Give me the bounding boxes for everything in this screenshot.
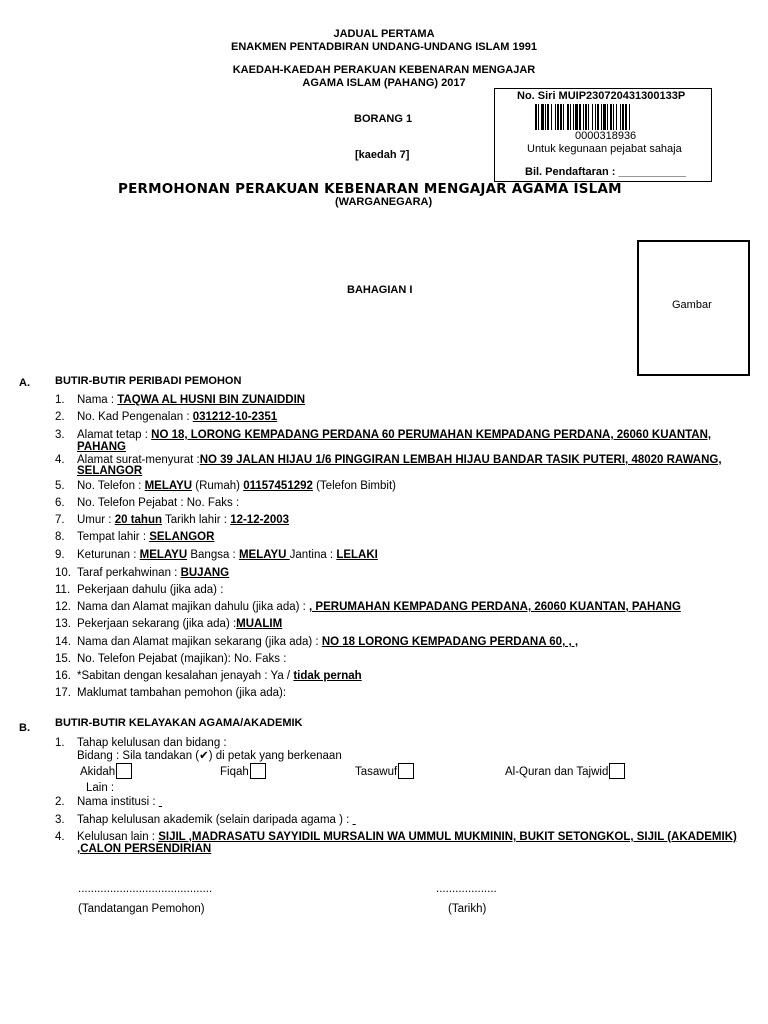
item-value bbox=[159, 796, 162, 808]
item-1-name bbox=[55, 394, 305, 407]
item-label: Nama dan Alamat majikan sekarang (jika ada) : bbox=[77, 636, 322, 648]
item-b3-academic bbox=[55, 814, 356, 827]
photo-box bbox=[637, 240, 750, 376]
item-number: 4. bbox=[55, 831, 65, 843]
item-label: Kelulusan lain : bbox=[77, 831, 159, 843]
item-label: Maklumat tambahan pemohon (jika ada): bbox=[77, 687, 287, 699]
item-value: NO 18 LORONG KEMPADANG PERDANA 60, , , bbox=[321, 636, 579, 648]
item-value: TAQWA AL HUSNI BIN ZUNAIDDIN bbox=[117, 394, 306, 406]
item-value: MUALIM bbox=[236, 618, 283, 630]
item-label: Alamat tetap : bbox=[77, 429, 152, 441]
item-label: Alamat surat-menyurat : bbox=[77, 454, 200, 466]
header-line-4: AGAMA ISLAM (PAHANG) 2017 bbox=[302, 77, 466, 89]
item-3-address-cont bbox=[77, 441, 126, 454]
item-number: 3. bbox=[55, 429, 65, 441]
field-fiqah[interactable] bbox=[220, 763, 266, 779]
item-value: MELAYU bbox=[139, 549, 188, 561]
item-number: 4. bbox=[55, 454, 65, 466]
kaedah-label: [kaedah 7] bbox=[355, 149, 410, 161]
item-number: 12. bbox=[55, 601, 71, 613]
item-label: Tahap kelulusan akademik (selain daripada agama ) : bbox=[77, 814, 353, 826]
item-12-prev-employer bbox=[55, 601, 681, 614]
item-14-current-employer bbox=[55, 636, 578, 649]
item-value: ,CALON PERSENDIRIAN bbox=[77, 843, 212, 855]
item-label: (Telefon Bimbit) bbox=[312, 480, 396, 492]
item-13-current-job bbox=[55, 618, 282, 631]
item-2-ic bbox=[55, 411, 277, 424]
barcode bbox=[535, 104, 675, 130]
field-akidah[interactable] bbox=[80, 763, 132, 779]
item-b4-cont bbox=[77, 843, 211, 856]
item-label: Taraf perkahwinan : bbox=[77, 567, 181, 579]
item-6-office-phone bbox=[55, 497, 239, 510]
date-line: ................... bbox=[436, 883, 497, 895]
item-b1-level bbox=[55, 737, 227, 750]
part-heading: BAHAGIAN I bbox=[347, 284, 413, 296]
field-tasawuf[interactable] bbox=[355, 763, 414, 779]
field-label: Tasawuf bbox=[355, 766, 398, 778]
item-label: Pekerjaan sekarang (jika ada) : bbox=[77, 618, 237, 630]
item-number: 9. bbox=[55, 549, 65, 561]
akidah-checkbox[interactable] bbox=[116, 763, 132, 779]
item-label: Umur : bbox=[77, 514, 115, 526]
serial-number: No. Siri MUIP230720431300133P bbox=[517, 90, 686, 102]
item-number: 15. bbox=[55, 653, 71, 665]
item-value bbox=[353, 814, 356, 826]
section-b-heading: BUTIR-BUTIR KELAYAKAN AGAMA/AKADEMIK bbox=[55, 717, 303, 729]
item-value: MELAYU bbox=[238, 549, 290, 561]
signature-line: .......................................... bbox=[78, 883, 213, 895]
item-number: 1. bbox=[55, 394, 65, 406]
item-number: 5. bbox=[55, 480, 65, 492]
header-line-1: JADUAL PERTAMA bbox=[333, 28, 435, 40]
borang-label: BORANG 1 bbox=[354, 113, 413, 125]
item-label: *Sabitan dengan kesalahan jenayah : Ya / bbox=[77, 670, 294, 682]
item-number: 7. bbox=[55, 514, 65, 526]
item-value: NO 39 JALAN HIJAU 1/6 PINGGIRAN LEMBAH HIJAU BANDAR TASIK PUTERI, 48020 RAWANG, bbox=[199, 454, 722, 466]
item-number: 1. bbox=[55, 737, 65, 749]
item-number: 6. bbox=[55, 497, 65, 509]
item-label: Nama institusi : bbox=[77, 796, 159, 808]
item-number: 14. bbox=[55, 636, 71, 648]
signature-label: (Tandatangan Pemohon) bbox=[78, 903, 205, 915]
field-quran[interactable] bbox=[505, 763, 625, 779]
item-value: SELANGOR bbox=[149, 531, 215, 543]
form-subtitle: (WARGANEGARA) bbox=[335, 196, 433, 208]
item-value: tidak pernah bbox=[293, 670, 362, 682]
item-number: 16. bbox=[55, 670, 71, 682]
item-value: SELANGOR bbox=[77, 465, 143, 477]
header-line-2: ENAKMEN PENTADBIRAN UNDANG-UNDANG ISLAM 1991 bbox=[231, 41, 537, 53]
item-label: No. Telefon Pejabat : No. Faks : bbox=[77, 497, 240, 509]
field-label: Fiqah bbox=[220, 766, 249, 778]
quran-checkbox[interactable] bbox=[609, 763, 625, 779]
item-label: Nama dan Alamat majikan dahulu (jika ada) : bbox=[77, 601, 310, 613]
item-5-phone bbox=[55, 480, 396, 493]
item-number: 10. bbox=[55, 567, 71, 579]
item-label: Bangsa : bbox=[187, 549, 239, 561]
registration-field: Bil. Pendaftaran : ___________ bbox=[525, 166, 686, 178]
item-label: Tarikh lahir : bbox=[162, 514, 231, 526]
item-label: No. Kad Pengenalan : bbox=[77, 411, 193, 423]
item-number: 2. bbox=[55, 796, 65, 808]
item-16-criminal bbox=[55, 670, 362, 683]
tasawuf-checkbox[interactable] bbox=[398, 763, 414, 779]
item-15-employer-phone bbox=[55, 653, 286, 666]
item-4-mailing-address bbox=[55, 454, 722, 467]
item-number: 13. bbox=[55, 618, 71, 630]
item-value: 031212-10-2351 bbox=[192, 411, 278, 423]
item-value: PAHANG bbox=[77, 441, 126, 453]
field-label: Al-Quran dan Tajwid bbox=[505, 766, 609, 778]
office-use-box bbox=[494, 88, 712, 182]
field-other: Lain : bbox=[86, 782, 115, 794]
item-value: 01157451292 bbox=[243, 480, 313, 492]
item-b2-institution bbox=[55, 796, 162, 809]
item-value: NO 18, LORONG KEMPADANG PERDANA 60 PERUMAHAN KEMPADANG PERDANA, 26060 KUANTAN, bbox=[151, 429, 712, 441]
item-number: 17. bbox=[55, 687, 71, 699]
item-label: Nama : bbox=[77, 394, 118, 406]
item-label: (Rumah) bbox=[192, 480, 244, 492]
item-11-prev-job bbox=[55, 584, 223, 597]
item-value: LELAKI bbox=[336, 549, 378, 561]
date-label: (Tarikh) bbox=[448, 903, 487, 915]
item-17-additional bbox=[55, 687, 286, 700]
office-use-note: Untuk kegunaan pejabat sahaja bbox=[527, 143, 682, 155]
item-label: Keturunan : bbox=[77, 549, 140, 561]
item-b1-instruction: Bidang : Sila tandakan (✔) di petak yang berkenaan bbox=[77, 750, 342, 762]
header-line-3: KAEDAH-KAEDAH PERAKUAN KEBENARAN MENGAJAR bbox=[232, 64, 536, 76]
item-label: Pekerjaan dahulu (jika ada) : bbox=[77, 584, 224, 596]
photo-label: Gambar bbox=[672, 299, 712, 311]
item-9-descent bbox=[55, 549, 378, 562]
item-label: Tempat lahir : bbox=[77, 531, 150, 543]
section-a-letter: A. bbox=[19, 377, 30, 389]
item-label: Tahap kelulusan dan bidang : bbox=[77, 737, 227, 749]
section-a-heading: BUTIR-BUTIR PERIBADI PEMOHON bbox=[55, 375, 242, 387]
item-number: 3. bbox=[55, 814, 65, 826]
item-value: 12-12-2003 bbox=[230, 514, 290, 526]
field-label: Akidah bbox=[80, 766, 116, 778]
form-title: PERMOHONAN PERAKUAN KEBENARAN MENGAJAR AGAMA ISLAM bbox=[118, 181, 622, 197]
item-label: No. Telefon : bbox=[77, 480, 145, 492]
item-value: , PERUMAHAN KEMPADANG PERDANA, 26060 KUANTAN, PAHANG bbox=[309, 601, 681, 613]
fiqah-checkbox[interactable] bbox=[250, 763, 266, 779]
item-3-address bbox=[55, 429, 711, 442]
item-number: 2. bbox=[55, 411, 65, 423]
item-value: SIJIL ,MADRASATU SAYYIDIL MURSALIN WA UMMUL MUKMININ, BUKIT SETONGKOL, SIJIL (AKADEMIK) bbox=[158, 831, 737, 843]
item-number: 11. bbox=[55, 584, 71, 596]
item-value: BUJANG bbox=[180, 567, 230, 579]
section-b-letter: B. bbox=[19, 722, 30, 734]
item-10-marital bbox=[55, 567, 229, 580]
item-value: 20 tahun bbox=[114, 514, 162, 526]
item-4-mailing-cont bbox=[77, 465, 142, 478]
barcode-number: 0000318936 bbox=[575, 130, 637, 142]
item-label: No. Telefon Pejabat (majikan): No. Faks : bbox=[77, 653, 287, 665]
item-label: Jantina : bbox=[289, 549, 337, 561]
item-number: 8. bbox=[55, 531, 65, 543]
item-7-age bbox=[55, 514, 289, 527]
item-8-birthplace bbox=[55, 531, 214, 544]
item-value: MELAYU bbox=[144, 480, 193, 492]
